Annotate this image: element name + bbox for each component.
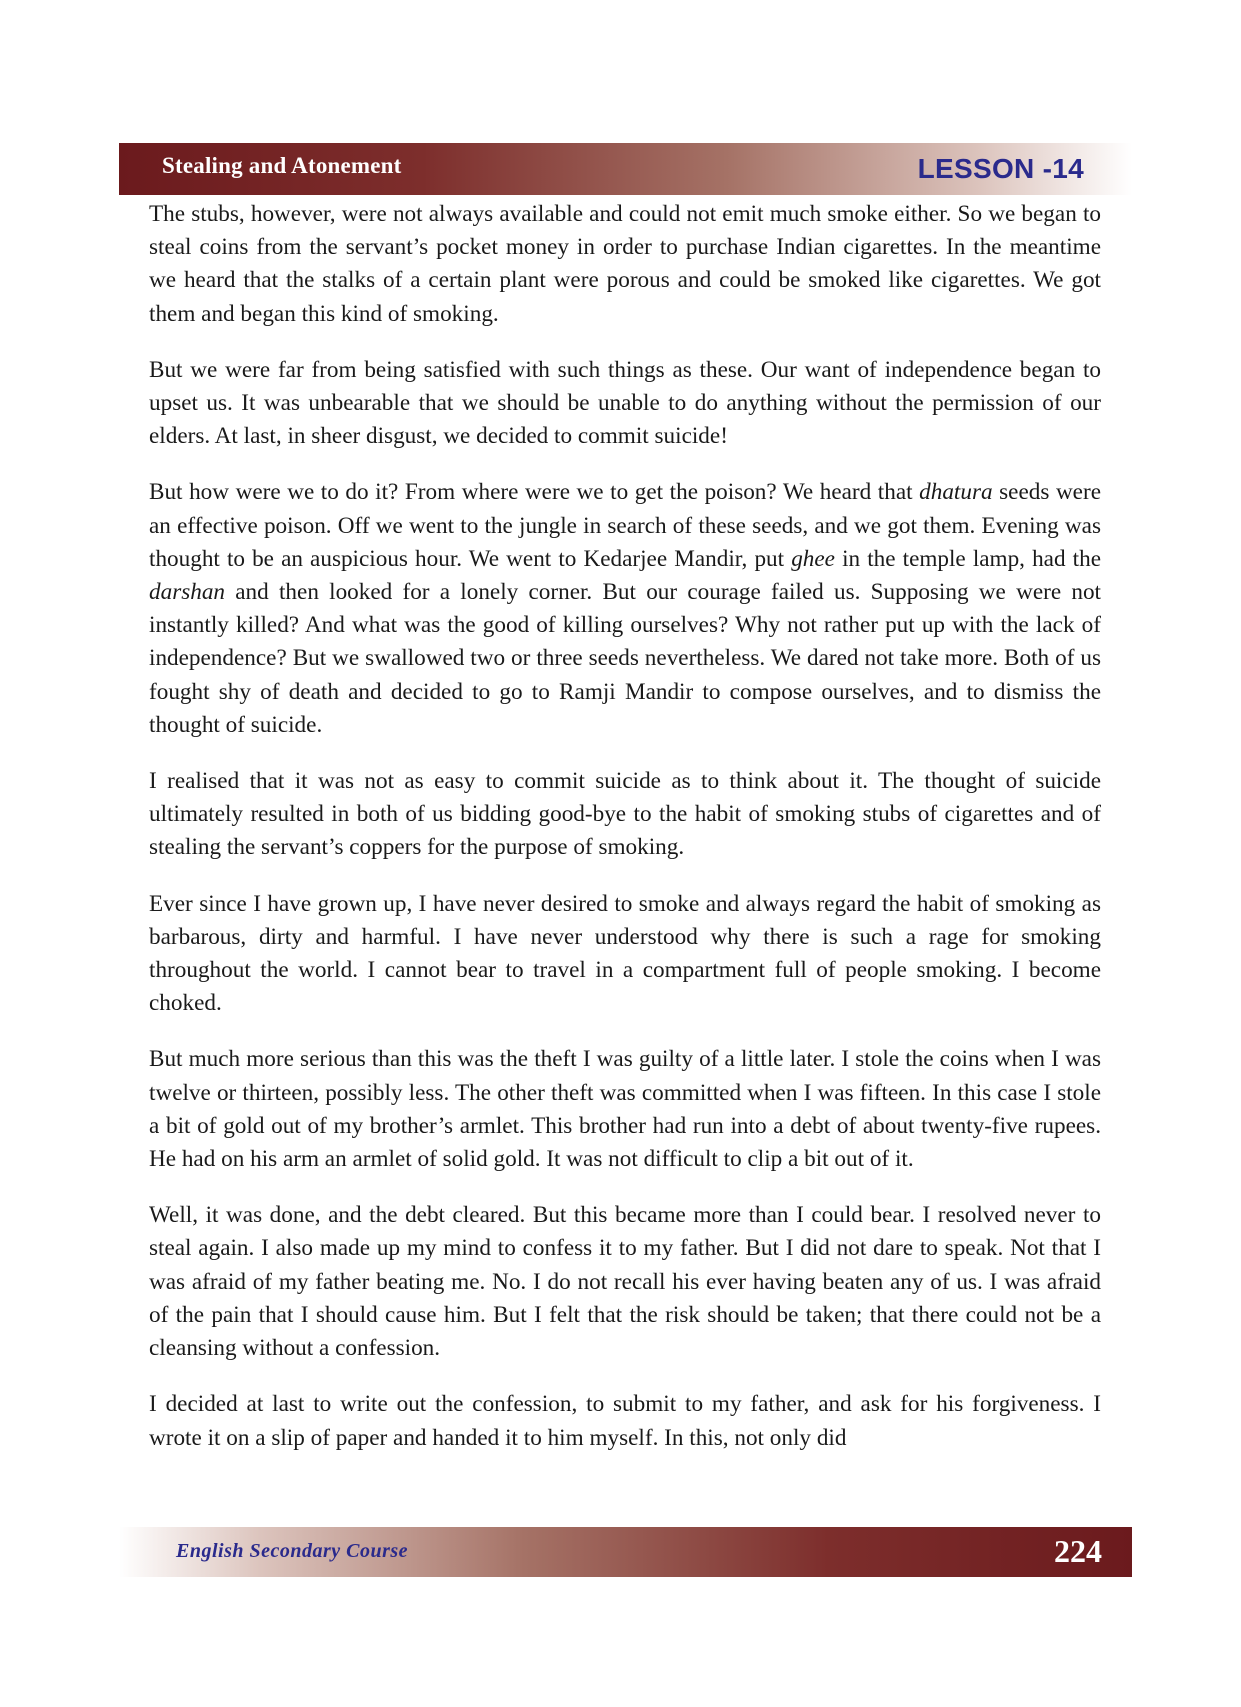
header-band — [119, 143, 1132, 195]
text-run: I realised that it was not as easy to commit suicide as to think about it. The thought of suicide ultimately resulted in both of us bidding good-bye to the habit of smoking stubs of cigarettes and of stealing the servant’s coppers for the purpose of smoking. — [149, 768, 1101, 861]
paragraph — [149, 354, 1101, 454]
paragraph — [149, 1388, 1101, 1454]
course-name: English Secondary Course — [176, 1540, 409, 1562]
text-run: The stubs, however, were not always available and could not emit much smoke either. So we began to steal coins from the servant’s pocket money in order to purchase Indian cigarettes. In the meantime we heard that the stalks of a certain plant were porous and could be smoked like cigarettes. We got them and began this kind of smoking. — [149, 201, 1101, 327]
text-run: in the temple lamp, had the — [834, 545, 1101, 572]
paragraph — [149, 476, 1101, 742]
text-run: But we were far from being satisfied with such things as these. Our want of independence began to upset us. It was unbearable that we should be unable to do anything without the permission of our elders. At last, in sheer disgust, we decided to commit suicide! — [149, 356, 1101, 450]
chapter-title: Stealing and Atonement — [162, 153, 402, 178]
page-number: 224 — [1054, 1533, 1102, 1569]
text-run: I decided at last to write out the confession, to submit to my father, and ask for his forgiveness. I wrote it on a slip of paper and handed it to him myself. In this, not only did — [149, 1391, 1101, 1451]
italic-term: darshan — [149, 579, 226, 606]
italic-term: dhatura — [919, 479, 993, 506]
text-run: Well, it was done, and the debt cleared. But this became more than I could bear. I resolved never to steal again. I also made up my mind to confess it to my father. But I did not dare to speak. Not that I was afraid of my father beating me. No. I do not recall his ever having beaten any of us. I was afraid of the pain that I should cause him. But I felt that the risk should be taken; that there could not be a cleansing without a confession. — [149, 1202, 1101, 1362]
footer-band — [119, 1527, 1132, 1577]
paragraph — [149, 888, 1101, 1021]
text-run: seeds were an effective poison. Off we went to the jungle in search of these seeds, and we got them. Evening was thought to be an auspicious hour. We went to Kedarjee Mandir, put — [149, 479, 1101, 572]
text-run: Ever since I have grown up, I have never desired to smoke and always regard the habit of smoking as barbarous, dirty and harmful. I have never understood why there is such a rage for smoking throughout the world. I cannot bear to travel in a compartment full of people smoking. I become choked. — [149, 890, 1101, 1017]
body-text — [149, 198, 1101, 1455]
text-run: and then looked for a lonely corner. But our courage failed us. Supposing we were not instantly killed? And what was the good of killing ourselves? Why not rather put up with the lack of independence? But we swallowed two or three seeds nevertheless. We dared not take more. Both of us fought shy of death and decided to go to Ramji Mandir to compose ourselves, and to dismiss the thought of suicide. — [149, 579, 1101, 738]
paragraph — [149, 765, 1101, 865]
italic-term: ghee — [791, 545, 835, 572]
paragraph — [149, 198, 1101, 331]
text-run: But how were we to do it? From where were we to get the poison? We heard that — [149, 479, 920, 506]
paragraph — [149, 1199, 1101, 1365]
text-run: But much more serious than this was the theft I was guilty of a little later. I stole the coins when I was twelve or thirteen, possibly less. The other theft was committed when I was fifteen. In this case I stole a bit of gold out of my brother’s armlet. This brother had run into a debt of about twenty-five rupees. He had on his arm an armlet of solid gold. It was not difficult to clip a bit out of it. — [149, 1046, 1101, 1173]
paragraph — [149, 1043, 1101, 1176]
lesson-label: LESSON -14 — [917, 153, 1084, 184]
